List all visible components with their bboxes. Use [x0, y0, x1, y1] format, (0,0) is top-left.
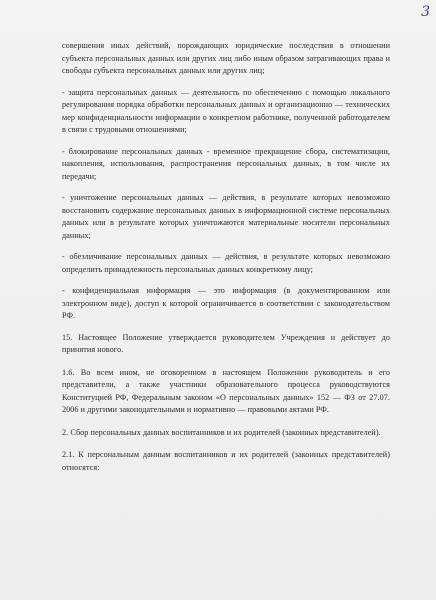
document-body — [62, 40, 390, 484]
paragraph-section-2-heading: 2. Сбор персональных данных воспитанников и их родителей (законных представителей). — [62, 427, 381, 437]
paragraph-data-protection: - защита персональных данных — деятельность по обеспечению с помощью локального регулирования порядка обработки персональных данных и организационно — технических мер конфиденциальности информации о конкретном работнике, полученной работодателем в связи с трудовыми отношениями; — [62, 87, 390, 134]
paragraph-continuation: совершения иных действий, порождающих юридические последствия в отношении субъекта персональных данных или других лиц либо иным образом затрагивающих права и свободы субъекта персональных данных или других лиц; — [62, 41, 390, 75]
paragraph-confidential-information: - конфиденциальная информация — это информация (в документированном или электронном виде), доступ к которой ограничивается в соответствии с законодательством РФ. — [62, 286, 390, 320]
paragraph-data-blocking: - блокирование персональных данных - временное прекращение сбора, систематизации, накопления, использования, распространения персональных данных, в том числе их передачи; — [62, 146, 390, 181]
paragraph-section-1-6: 1.6. Во всем ином, не оговоренном в настоящем Положении руководитель и его представители, а также участники образовательного процесса руководствуются Конституцией РФ, Федеральным законом «О персональных данных» 152 — ФЗ от 27.07. 2006 и другими законодательными и нормативно — правовыми актами РФ. — [62, 367, 390, 414]
paragraph-section-2-1: 2.1. К персональным данным воспитанников и их родителей (законных представителей) относятся: — [62, 450, 390, 472]
paragraph-data-destruction: - уничтожение персональных данных — действия, в результате которых невозможно восстановить содержание персональных данных в информационной системе персональных данных или в результате которых уничтожаются материальные носители персональных данных; — [62, 193, 390, 240]
paragraph-section-1-5: 15. Настоящее Положение утверждается руководителем Учреждения и действует до принятия нового. — [62, 332, 390, 354]
page-number: 3 — [421, 4, 430, 20]
paragraph-data-depersonalization: - обезличивание персональных данных — действия, в результате которых невозможно определить принадлежность персональных данных конкретному лицу; — [62, 252, 390, 274]
